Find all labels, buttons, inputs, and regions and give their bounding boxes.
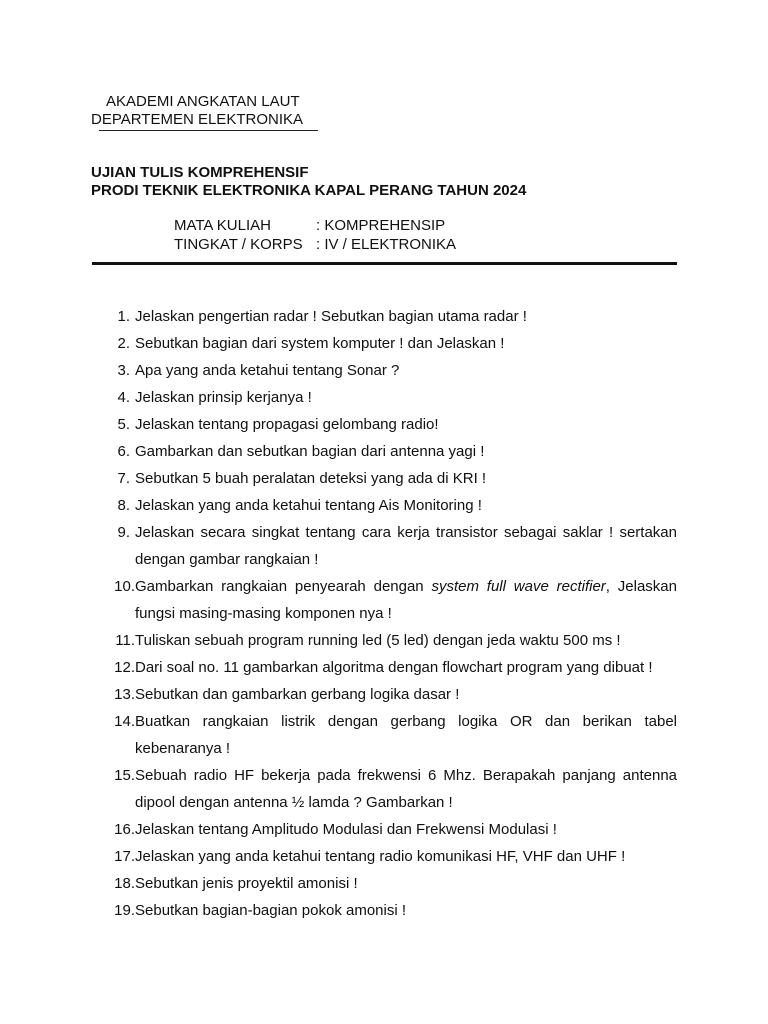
- question-text: Buatkan rangkaian listrik dengan gerbang logika OR dan berikan tabel kebenaranya !: [135, 713, 677, 757]
- question-number: 16.: [114, 821, 135, 838]
- question-item: [106, 897, 677, 924]
- question-item: [106, 492, 677, 519]
- question-number: 3.: [117, 362, 130, 379]
- question-text-part: , Jelaskan fungsi masing-masing komponen nya !: [135, 578, 677, 622]
- question-text: Jelaskan yang anda ketahui tentang Ais Monitoring !: [135, 497, 482, 514]
- question-item: [106, 303, 677, 330]
- question-number: 18.: [114, 875, 135, 892]
- question-number: 17.: [114, 848, 135, 865]
- question-item: [106, 465, 677, 492]
- level-label: TINGKAT / KORPS: [174, 236, 303, 253]
- question-number: 5.: [117, 416, 130, 433]
- question-number: 10.: [114, 578, 135, 595]
- question-text: Jelaskan pengertian radar ! Sebutkan bagian utama radar !: [135, 308, 527, 325]
- question-number: 9.: [117, 524, 130, 541]
- course-row: [174, 217, 445, 235]
- question-text: [135, 573, 677, 627]
- question-number: 1.: [117, 308, 130, 325]
- question-item: [106, 762, 677, 816]
- question-text: Jelaskan tentang propagasi gelombang radio!: [135, 416, 439, 433]
- question-number: 7.: [117, 470, 130, 487]
- question-item: [106, 438, 677, 465]
- question-text: Jelaskan secara singkat tentang cara kerja transistor sebagai saklar ! sertakan dengan gambar rangkaian !: [135, 524, 677, 568]
- question-number: 13.: [114, 686, 135, 703]
- exam-title: UJIAN TULIS KOMPREHENSIF: [91, 164, 309, 181]
- question-number: 19.: [114, 902, 135, 919]
- question-item: [106, 843, 677, 870]
- question-item: [106, 708, 677, 762]
- question-number: 12.: [114, 659, 135, 676]
- question-text: Sebutkan jenis proyektil amonisi !: [135, 875, 358, 892]
- header-rule: [92, 262, 677, 265]
- level-row: [174, 236, 456, 254]
- question-text: Sebutkan dan gambarkan gerbang logika dasar !: [135, 686, 460, 703]
- question-list: [106, 303, 677, 924]
- question-item: [106, 519, 677, 573]
- exam-subtitle: PRODI TEKNIK ELEKTRONIKA KAPAL PERANG TAHUN 2024: [91, 182, 527, 199]
- question-number: 6.: [117, 443, 130, 460]
- question-number: 8.: [117, 497, 130, 514]
- question-text: Jelaskan yang anda ketahui tentang radio komunikasi HF, VHF dan UHF !: [135, 848, 626, 865]
- question-text: Sebutkan bagian-bagian pokok amonisi !: [135, 902, 407, 919]
- question-item: [106, 870, 677, 897]
- question-item: [106, 357, 677, 384]
- question-item: [106, 573, 677, 627]
- question-text: Apa yang anda ketahui tentang Sonar ?: [135, 362, 400, 379]
- question-text: Dari soal no. 11 gambarkan algoritma dengan flowchart program yang dibuat !: [135, 659, 653, 676]
- question-item: [106, 411, 677, 438]
- question-text: Sebutkan 5 buah peralatan deteksi yang ada di KRI !: [135, 470, 487, 487]
- question-number: 2.: [117, 335, 130, 352]
- institution-name: AKADEMI ANGKATAN LAUT: [106, 93, 300, 110]
- course-label: MATA KULIAH: [174, 217, 271, 234]
- question-text: Gambarkan dan sebutkan bagian dari antenna yagi !: [135, 443, 485, 460]
- question-item: [106, 681, 677, 708]
- course-value: : KOMPREHENSIP: [316, 217, 446, 234]
- question-item: [106, 330, 677, 357]
- question-text: Tuliskan sebuah program running led (5 led) dengan jeda waktu 500 ms !: [135, 632, 621, 649]
- question-text: Sebuah radio HF bekerja pada frekwensi 6 Mhz. Berapakah panjang antenna dipool dengan antenna ½ lamda ? Gambarkan !: [135, 767, 677, 811]
- question-text-italic: system full wave rectifier: [431, 578, 606, 595]
- question-text: Sebutkan bagian dari system komputer ! dan Jelaskan !: [135, 335, 505, 352]
- question-text: Jelaskan tentang Amplitudo Modulasi dan Frekwensi Modulasi !: [135, 821, 557, 838]
- question-item: [106, 384, 677, 411]
- question-item: [106, 654, 677, 681]
- question-number: 14.: [114, 713, 135, 730]
- question-number: 11.: [115, 632, 135, 649]
- question-item: [106, 816, 677, 843]
- question-number: 4.: [117, 389, 130, 406]
- department-name: DEPARTEMEN ELEKTRONIKA: [91, 111, 303, 128]
- question-number: 15.: [114, 767, 135, 784]
- question-item: [106, 627, 677, 654]
- question-text: Jelaskan prinsip kerjanya !: [135, 389, 312, 406]
- header-underline: [99, 130, 318, 131]
- question-text-part: Gambarkan rangkaian penyearah dengan: [135, 578, 432, 595]
- level-value: : IV / ELEKTRONIKA: [316, 236, 457, 253]
